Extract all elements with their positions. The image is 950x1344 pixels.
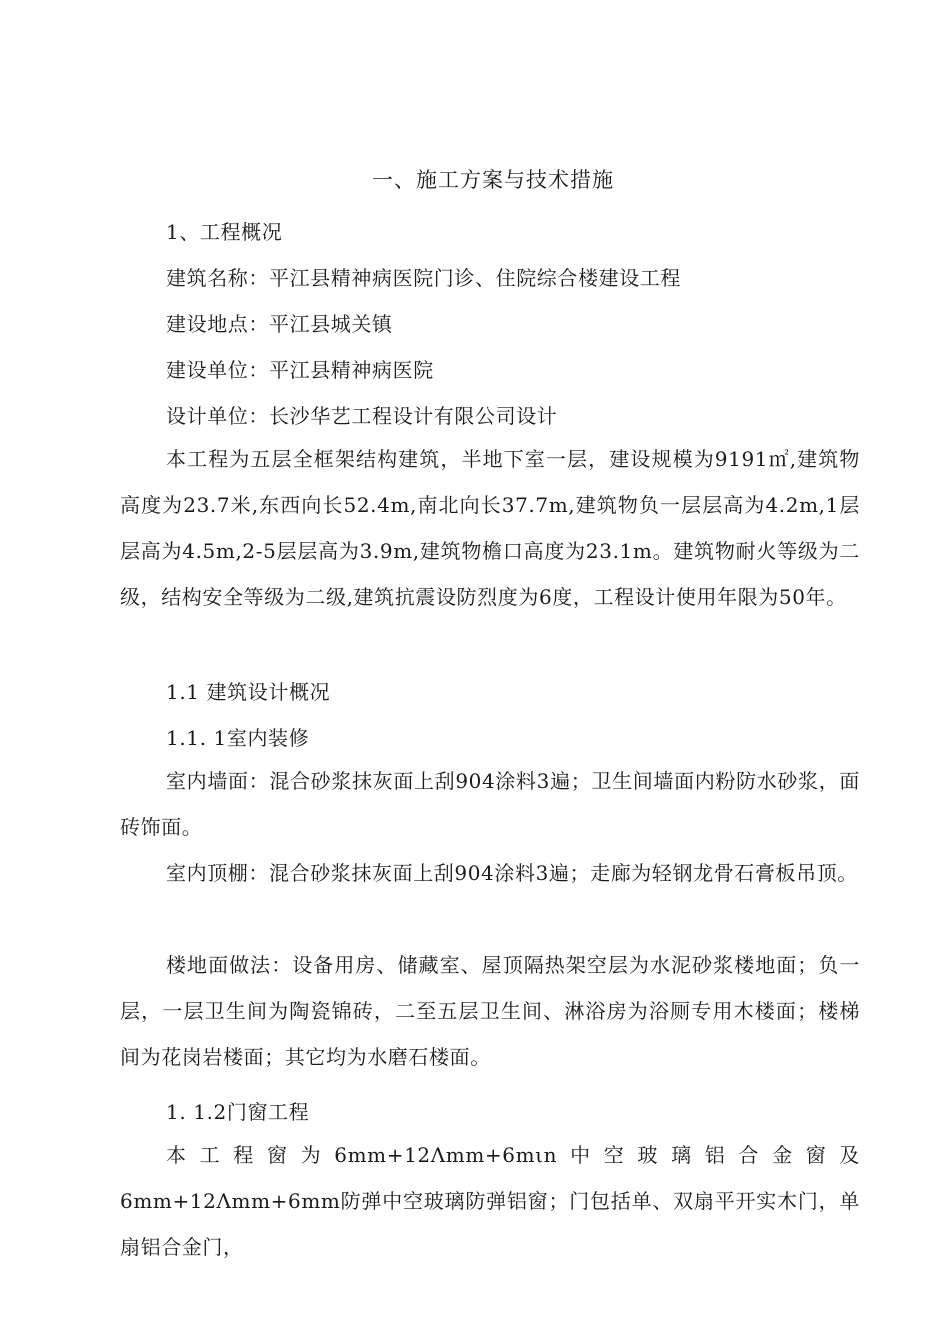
interior-ceiling-paragraph: 室内顶棚：混合砂浆抹灰面上刮904涂料3遍；走廊为轻钢龙骨石膏板吊顶。 bbox=[166, 861, 858, 885]
interior-wall-paragraph: 室内墙面：混合砂浆抹灰面上刮904涂料3遍；卫生间墙面内粉防水砂浆，面砖饰面。 bbox=[120, 769, 860, 839]
site-location-line: 建设地点：平江县城关镇 bbox=[166, 312, 393, 336]
subsubsection-heading: 1.1. 1室内装修 bbox=[166, 726, 310, 750]
designer-line: 设计单位：长沙华艺工程设计有限公司设计 bbox=[166, 404, 558, 428]
floor-method-paragraph: 楼地面做法：设备用房、储藏室、屋顶隔热架空层为水泥砂浆楼地面；负一层，一层卫生间为陶瓷锦砖，二至五层卫生间、淋浴房为浴厕专用木楼面；楼梯间为花岗岩楼面；其它均为水磨石楼面。 bbox=[120, 953, 860, 1069]
owner-line: 建设单位：平江县精神病医院 bbox=[166, 358, 434, 382]
section-heading: 1、工程概况 bbox=[166, 220, 283, 244]
building-name-line: 建筑名称：平江县精神病医院门诊、住院综合楼建设工程 bbox=[166, 266, 681, 290]
document-title: 一、施工方案与技术措施 bbox=[372, 168, 614, 192]
overview-paragraph: 本工程为五层全框架结构建筑，半地下室一层，建设规模为9191㎡,建筑物高度为23.7米,东西向长52.4m,南北向长37.7m,建筑物负一层层高为4.2m,1层层高为4.5m,2-5层层高为3.9m,建筑物檐口高度为23.1m。建筑物耐火等级为二级，结构安全等级为二级,建筑抗震设防烈度为6度，工程设计使用年限为50年。 bbox=[120, 447, 860, 609]
doors-windows-paragraph: 本工程窗为6mm+12Λmm+6mιn中空玻璃铝合金窗及6mm+12Λmm+6mm防弹中空玻璃防弹铝窗；门包括单、双扇平开实木门，单扇铝合金门， bbox=[120, 1143, 860, 1259]
subsection-heading: 1.1 建筑设计概况 bbox=[166, 680, 331, 704]
subsubsection-heading-2: 1. 1.2门窗工程 bbox=[166, 1100, 310, 1124]
